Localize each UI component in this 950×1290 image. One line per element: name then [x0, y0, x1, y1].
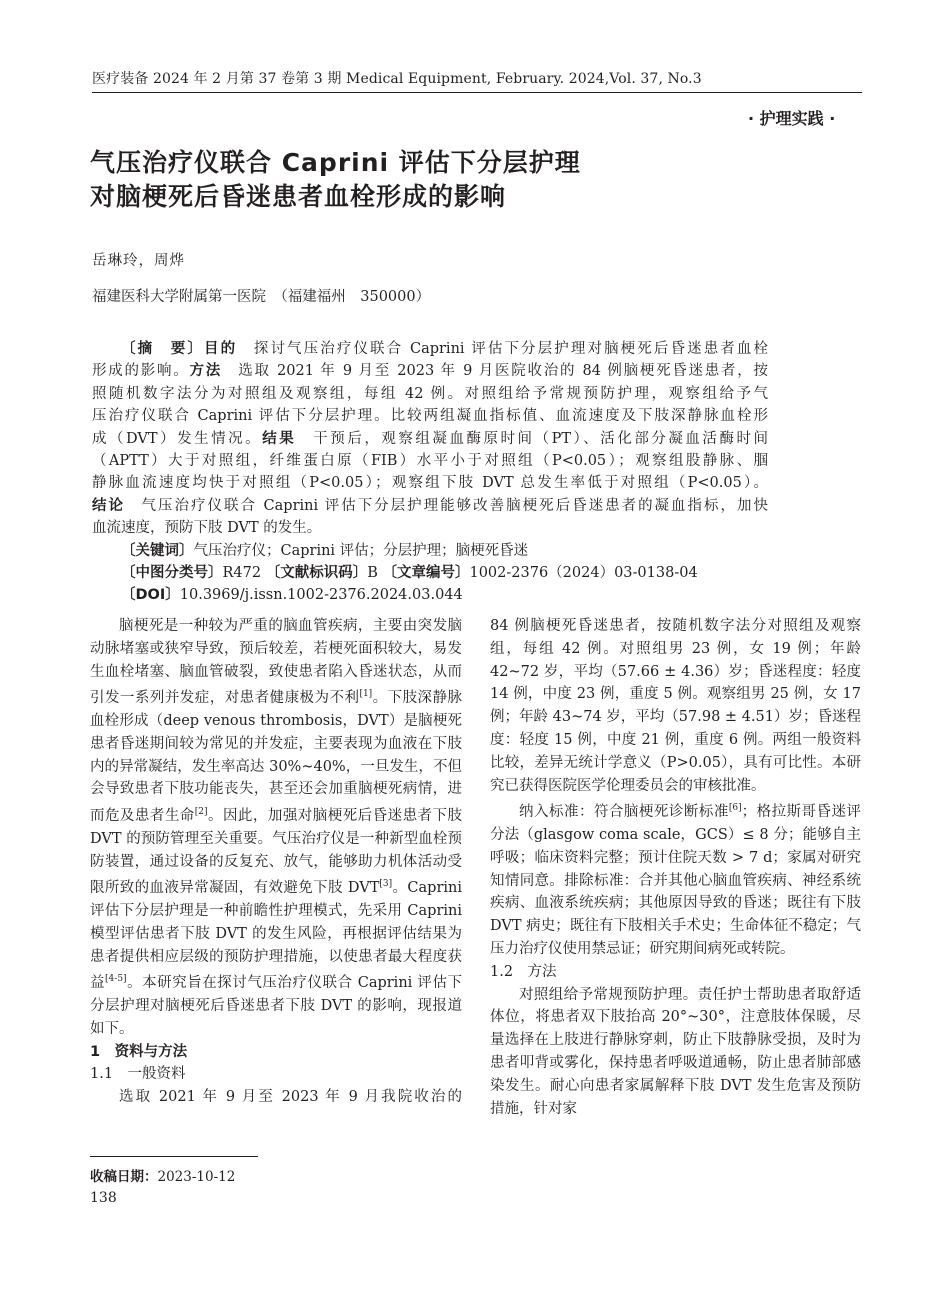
keywords [92, 540, 768, 562]
body-text: 。因此，加强对脑梗死后昏迷患者下肢 DVT 的预防管理至关重要。气压治疗仪是一种新型血栓预防装置，通过设备的反复充、放气，能够助力机体活动受限所致的血液异常凝固，有效避免下肢 DVT [90, 808, 462, 897]
journal-header: 医疗装备 2024 年 2 月第 37 卷第 3 期 Medical Equipment, February. 2024,Vol. 37, No.3 [92, 71, 702, 87]
authors: 岳琳玲，周烨 [92, 253, 185, 269]
citation: [2] [194, 807, 208, 818]
body-text: 。本研究旨在探讨气压治疗仪联合 Caprini 评估下分层护理对脑梗死后昏迷患者下肢 DVT 的影响，现报道如下。 [90, 975, 463, 1037]
header-rule [92, 92, 862, 93]
abstract-text: 干预后，观察组凝血酶原时间（PT）、活化部分凝血活酶时间 [296, 430, 768, 447]
abstract-line [92, 360, 768, 382]
abstract-text: 成（DVT）发生情况。 [92, 430, 263, 447]
abstract-line: 静脉血流速度均快于对照组（P<0.05）；观察组下肢 DVT 总发生率低于对照组（P<0.05）。 [92, 475, 768, 492]
abstract-line: 血流速度，预防下肢 DVT 的发生。 [92, 520, 322, 537]
section-heading-1: 1 资料与方法 [90, 1043, 188, 1060]
abstract-results-label: 结果 [262, 430, 297, 447]
body-paragraph: 对照组给予常规预防护理。责任护士帮助患者取舒适体位，将患者双下肢抬高 20°~30°，注意肢体保暖，尽量选择在上肢进行静脉穿刺，防止下肢静脉受损，及时为患者叩背或雾化，保持患者呼吸道通畅，防止患者肺部感染发生。耐心向患者家属解释下肢 DVT 发生危害及预防措施，针对家 [490, 986, 861, 1117]
abstract-line [92, 428, 768, 450]
clc-value: R472 [222, 565, 262, 582]
citation: [6] [728, 803, 742, 814]
article-number-label: 〔文章编号〕 [382, 565, 470, 582]
body-paragraph: 84 例脑梗死昏迷患者，按随机数字法分对照组及观察组，每组 42 例。对照组男 23 例，女 19 例；年龄 42~72 岁，平均（57.66 ± 4.36）岁；昏迷程度：轻度 14 例，中度 23 例，重度 5 例。观察组男 25 例，女 17 例；年龄 43~74 岁，平均（57.98 ± 4.51）岁；昏迷程度：轻度 15 例，中度 21 例，重度 6 例。两组一般资料比较，差异无统计学意义（P>0.05），具有可比性。本研究已获得医院医学伦理委员会的审核批准。 [490, 618, 861, 794]
keywords-text: 气压治疗仪；Caprini 评估；分层护理；脑梗死昏迷 [193, 542, 529, 559]
doi-label: 〔DOI〕 [121, 587, 180, 604]
abstract-objective-label: 目的 [204, 341, 238, 357]
title-line-2: 对脑梗死后昏迷患者血栓形成的影响 [90, 182, 507, 211]
body-paragraph: 选取 2021 年 9 月至 2023 年 9 月我院收治的 [119, 1089, 462, 1106]
abstract-text: 形成的影响。 [92, 363, 190, 380]
abstract-line: 照随机数字法分为对照组及观察组，每组 42 例。对照组给予常规预防护理，观察组给予气 [92, 385, 768, 402]
article-number-value: 1002-2376（2024）03-0138-04 [469, 565, 698, 582]
abstract-text: 气压治疗仪联合 Caprini 评估下分层护理能够改善脑梗死后昏迷患者的凝血指标，加快 [125, 497, 769, 514]
section-tag: · 护理实践 · [748, 109, 836, 128]
right-column [490, 615, 861, 1120]
doi [92, 584, 768, 606]
abstract [92, 338, 768, 607]
intro-paragraph [90, 615, 462, 1041]
abstract-line: 压治疗仪联合 Caprini 评估下分层护理。比较两组凝血指标值、血流速度及下肢深静脉血栓形 [92, 408, 768, 425]
title-line-1: 气压治疗仪联合 Caprini 评估下分层护理 [90, 148, 581, 177]
page-number: 138 [90, 1190, 117, 1206]
body-text: 。Caprini 评估下分层护理是一种前瞻性护理模式，先采用 Caprini 模型评估患者下肢 DVT 的发生风险，再根据评估结果为患者提供相应层级的预防护理措施，以使患者最大程度获益 [90, 880, 462, 992]
abstract-methods-label: 方法 [189, 363, 222, 380]
abstract-line [92, 338, 768, 360]
received-value: 2023-10-12 [157, 1169, 236, 1185]
doc-code-label: 〔文献标识码〕 [265, 565, 368, 582]
citation: [1] [359, 689, 373, 700]
article-title [90, 146, 581, 214]
body-text: 纳入标准：符合脑梗死诊断标准 [519, 804, 729, 821]
body-text: 。下肢深静脉血栓形成（deep venous thrombosis，DVT）是脑梗死患者昏迷期间较为常见的并发症，主要表现为血液在下肢内的异常凝结，发生率高达 30%~40%，一旦发生，不但会导致患者下肢功能丧失，甚至还会加重脑梗死病情，进而危及患者生命 [90, 690, 462, 825]
affiliation: 福建医科大学附属第一医院 （福建福州 350000） [92, 289, 431, 305]
classification [92, 562, 768, 584]
abstract-text: 选取 2021 年 9 月至 2023 年 9 月医院收治的 84 例脑梗死昏迷患者，按 [221, 363, 769, 380]
keywords-label: 〔关键词〕 [121, 542, 194, 559]
abstract-conclusion-label: 结论 [92, 497, 125, 514]
footnote-rule [90, 1156, 258, 1157]
abstract-label: 〔摘 要〕 [121, 341, 205, 357]
doc-code-value: B [367, 565, 378, 582]
received-label: 收稿日期： [90, 1169, 158, 1185]
citation: [3] [379, 879, 393, 890]
body-text: ；格拉斯哥昏迷评分法（glasgow coma scale，GCS）≤ 8 分；能够自主呼吸；临床资料完整；预计住院天数 > 7 d；家属对研究知情同意。排除标准：合并其他心脑血管疾病、神经系统疾病、血液系统疾病；其他原因导致的昏迷；既往有下肢 DVT 病史；既往有下肢相关手术史；生命体征不稳定；气压力治疗仪使用禁忌证；研究期间病死或转院。 [490, 804, 862, 957]
received-date [90, 1165, 235, 1185]
abstract-line [92, 495, 768, 517]
section-heading-1-1: 1.1 一般资料 [90, 1066, 186, 1083]
section-heading-1-2: 1.2 方法 [490, 963, 557, 980]
citation: [4-5] [105, 974, 127, 985]
doi-value: 10.3969/j.issn.1002-2376.2024.03.044 [179, 587, 463, 604]
abstract-line: （APTT）大于对照组，纤维蛋白原（FIB）水平小于对照组（P<0.05）；观察组股静脉、腘 [92, 453, 768, 470]
criteria-paragraph [490, 797, 861, 960]
left-column [90, 615, 462, 1109]
abstract-text: 探讨气压治疗仪联合 Caprini 评估下分层护理对脑梗死后昏迷患者血栓 [237, 341, 768, 357]
clc-label: 〔中图分类号〕 [121, 565, 223, 582]
body-text: 脑梗死是一种较为严重的脑血管疾病，主要由突发脑动脉堵塞或狭窄导致，预后较差，若梗死面积较大，易发生血栓堵塞、脑血管破裂，致使患者陷入昏迷状态，从而引发一系列并发症，对患者健康极为不利 [90, 618, 462, 707]
